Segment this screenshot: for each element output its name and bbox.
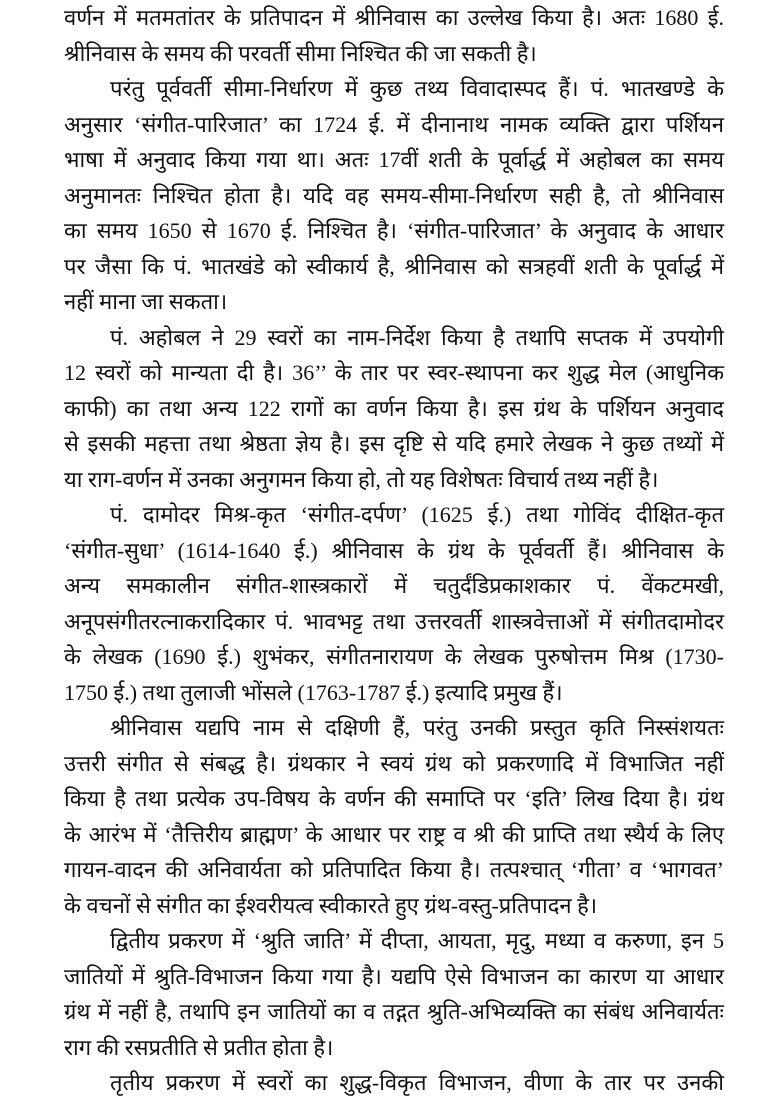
text-line: द्वितीय प्रकरण में ‘श्रुति जाति’ में दीप्ता, आयता, मृदु, मध्या व करुणा, इन 5 — [110, 928, 724, 953]
text-line: परंतु पूर्ववर्ती सीमा-निर्धारण में कुछ तथ्य विवादास्पद हैं। पं. भातखण्डे के — [110, 76, 724, 101]
text-line: अन्य समकालीन संगीत-शास्त्रकारों में चतुर्दंडिप्रकाशकार पं. वेंकटमखी, — [64, 573, 724, 598]
text-line: पर जैसा कि पं. भातखंडे को स्वीकार्य है, श्रीनिवास को सत्रहवीं शती के पूर्वार्द्ध में — [64, 253, 724, 279]
text-line: अनूपसंगीतरत्नाकरादिकार पं. भावभट्ट तथा उत्तरवर्ती शास्त्रवेत्ताओं में संगीतदामोदर — [64, 608, 724, 634]
text-line: जातियों में श्रुति-विभाजन किया गया है। यद्यपि ऐसे विभाजन का कारण या आधार — [64, 963, 724, 989]
text-line: राग की रसप्रतीति से प्रतीत होता है। — [64, 1034, 334, 1060]
text-line: अनुमानतः निश्चित होता है। यदि वह समय-सीमा-निर्धारण सही है, तो श्रीनिवास — [64, 182, 724, 208]
text-line: काफी) का तथा अन्य 122 रागों का वर्णन किया है। इस ग्रंथ के पर्शियन अनुवाद — [64, 395, 724, 421]
paragraph — [64, 923, 724, 1065]
document-page — [64, 0, 724, 1101]
text-line: से इसकी महत्ता तथा श्रेष्ठता ज्ञेय है। इस दृष्टि से यदि हमारे लेखक ने कुछ तथ्यों में — [64, 431, 724, 456]
paragraph — [64, 497, 724, 710]
text-line: वर्णन में मतमतांतर के प्रतिपादन में श्रीनिवास का उल्लेख किया है। अतः 1680 ई. — [64, 5, 724, 30]
text-line: के आरंभ में ‘तैत्तिरीय ब्राह्मण’ के आधार पर राष्ट्र व श्री की प्राप्ति तथा स्थैर्य के लिए — [64, 821, 724, 847]
text-line: या राग-वर्णन में उनका अनुगमन किया हो, तो यह विशेषतः विचार्य तथ्य नहीं है। — [64, 466, 659, 492]
text-line: गायन-वादन की अनिवार्यता को प्रतिपादित किया है। तत्पश्चात् ‘गीता’ व ‘भागवत’ — [64, 857, 724, 882]
text-line: 1750 ई.) तथा तुलाजी भोंसले (1763-1787 ई.) इत्यादि प्रमुख हैं। — [64, 679, 563, 705]
text-line: किया है तथा प्रत्येक उप-विषय के वर्णन की समाप्ति पर ‘इति’ लिख दिया है। ग्रंथ — [64, 786, 724, 811]
text-line: अनुसार ‘संगीत-पारिजात’ का 1724 ई. में दीनानाथ नामक व्यक्ति द्वारा पर्शियन — [64, 111, 724, 137]
text-line: के लेखक (1690 ई.) शुभंकर, संगीतनारायण के लेखक पुरुषोत्तम मिश्र (1730- — [64, 644, 724, 669]
text-line: श्रीनिवास यद्यपि नाम से दक्षिणी हैं, परंतु उनकी प्रस्तुत कृति निस्संशयतः — [110, 715, 724, 740]
text-line: ‘संगीत-सुधा’ (1614-1640 ई.) श्रीनिवास के ग्रंथ के पूर्ववर्ती हैं। श्रीनिवास के — [64, 537, 724, 563]
text-line: तृतीय प्रकरण में स्वरों का शुद्ध-विकृत विभाजन, वीणा के तार पर उनकी — [110, 1070, 724, 1095]
text-line: नहीं माना जा सकता। — [64, 289, 228, 314]
text-line: पं. अहोबल ने 29 स्वरों का नाम-निर्देश किया है तथापि सप्तक में उपयोगी — [110, 324, 724, 350]
text-line: का समय 1650 से 1670 ई. निश्चित है। ‘संगीत-पारिजात’ के अनुवाद के आधार — [64, 218, 724, 243]
text-line: उत्तरी संगीत से संबद्ध है। ग्रंथकार ने स्वयं ग्रंथ को प्रकरणादि में विभाजित नहीं — [64, 750, 724, 776]
text-line: 12 स्वरों को मान्यता दी है। 36’’ के तार पर स्वर-स्थापना कर शुद्ध मेल (आधुनिक — [64, 360, 724, 385]
text-line: श्रीनिवास के समय की परवर्ती सीमा निश्चित की जा सकती है। — [64, 40, 537, 66]
text-line: पं. दामोदर मिश्र-कृत ‘संगीत-दर्पण’ (1625 ई.) तथा गोविंद दीक्षित-कृत — [110, 502, 724, 527]
paragraph — [64, 71, 724, 320]
paragraph — [64, 320, 724, 498]
text-line: भाषा में अनुवाद किया गया था। अतः 17वीं शती के पूर्वार्द्ध में अहोबल का समय — [64, 147, 724, 172]
paragraph — [64, 0, 724, 71]
text-line: के वचनों से संगीत का ईश्वरीयत्व स्वीकारते हुए ग्रंथ-वस्तु-प्रतिपादन है। — [64, 892, 598, 918]
paragraph — [64, 710, 724, 923]
paragraph — [64, 1065, 724, 1101]
text-line: ग्रंथ में नहीं है, तथापि इन जातियों का व तद्गत श्रुति-अभिव्यक्ति का संबंध अनिवार्यतः — [64, 999, 724, 1024]
